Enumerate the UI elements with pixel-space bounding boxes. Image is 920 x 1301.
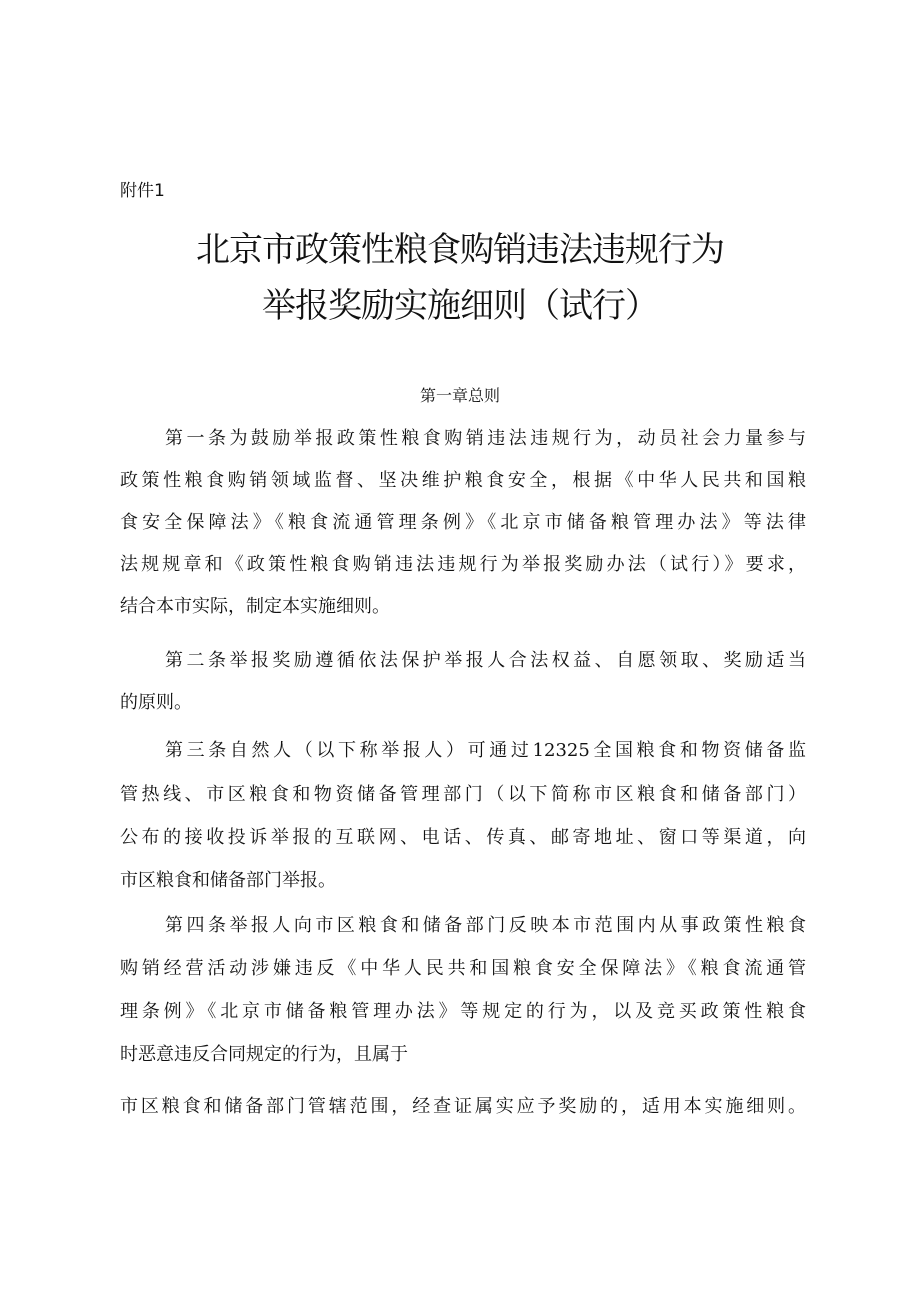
article-4-line-1 bbox=[165, 911, 806, 941]
chapter-heading: 第一章总则 bbox=[419, 386, 500, 405]
article-3-line-2: 管热线、市区粮食和物资储备管理部门（以下简称市区粮食和储备部门） bbox=[120, 784, 806, 805]
article-1-line-3: 食安全保障法》《粮食流通管理条例》《北京市储备粮管理办法》等法律 bbox=[120, 512, 806, 533]
article-1-line-2: 政策性粮食购销领域监督、坚决维护粮食安全，根据《中华人民共和国粮 bbox=[120, 470, 806, 491]
article-4-number: 第四条 bbox=[165, 915, 230, 936]
article-2-line-1 bbox=[165, 646, 806, 676]
article-4-line-4: 时恶意违反合同规定的行为，且属于 bbox=[120, 1044, 408, 1065]
article-2-text: 举报奖励遵循依法保护举报人合法权益、自愿领取、奖励适当 bbox=[229, 650, 807, 671]
document-title-line-1: 北京市政策性粮食购销违法违规行为 bbox=[196, 230, 724, 270]
article-1-line-5: 结合本市实际，制定本实施细则。 bbox=[120, 596, 390, 617]
document-title-line-2: 举报奖励实施细则（试行） bbox=[262, 286, 658, 326]
article-4-line-3: 理条例》《北京市储备粮管理办法》等规定的行为，以及竞买政策性粮食 bbox=[120, 1001, 806, 1022]
article-3-text: 自然人（以下称举报人）可通过12325全国粮食和物资储备监 bbox=[229, 740, 806, 761]
article-1-number: 第一条 bbox=[165, 428, 230, 449]
article-4-line-2: 购销经营活动涉嫌违反《中华人民共和国粮食安全保障法》《粮食流通管 bbox=[120, 958, 806, 979]
article-3-number: 第三条 bbox=[165, 740, 230, 761]
attachment-label: 附件1 bbox=[120, 181, 165, 201]
article-1-text: 为鼓励举报政策性粮食购销违法违规行为，动员社会力量参与 bbox=[229, 428, 807, 449]
article-1-line-4: 法规规章和《政策性粮食购销违法违规行为举报奖励办法（试行）》要求， bbox=[120, 554, 806, 575]
article-2-line-2: 的原则。 bbox=[120, 692, 192, 713]
article-3-line-3: 公布的接收投诉举报的互联网、电话、传真、邮寄地址、窗口等渠道，向 bbox=[120, 827, 806, 848]
article-4-line-5: 市区粮食和储备部门管辖范围，经查证属实应予奖励的，适用本实施细则。 bbox=[120, 1096, 806, 1117]
article-1-line-1 bbox=[165, 424, 806, 454]
article-4-text: 举报人向市区粮食和储备部门反映本市范围内从事政策性粮食 bbox=[229, 915, 807, 936]
article-3-line-1 bbox=[165, 736, 806, 766]
article-2-number: 第二条 bbox=[165, 650, 230, 671]
article-3-line-4: 市区粮食和储备部门举报。 bbox=[120, 870, 336, 891]
